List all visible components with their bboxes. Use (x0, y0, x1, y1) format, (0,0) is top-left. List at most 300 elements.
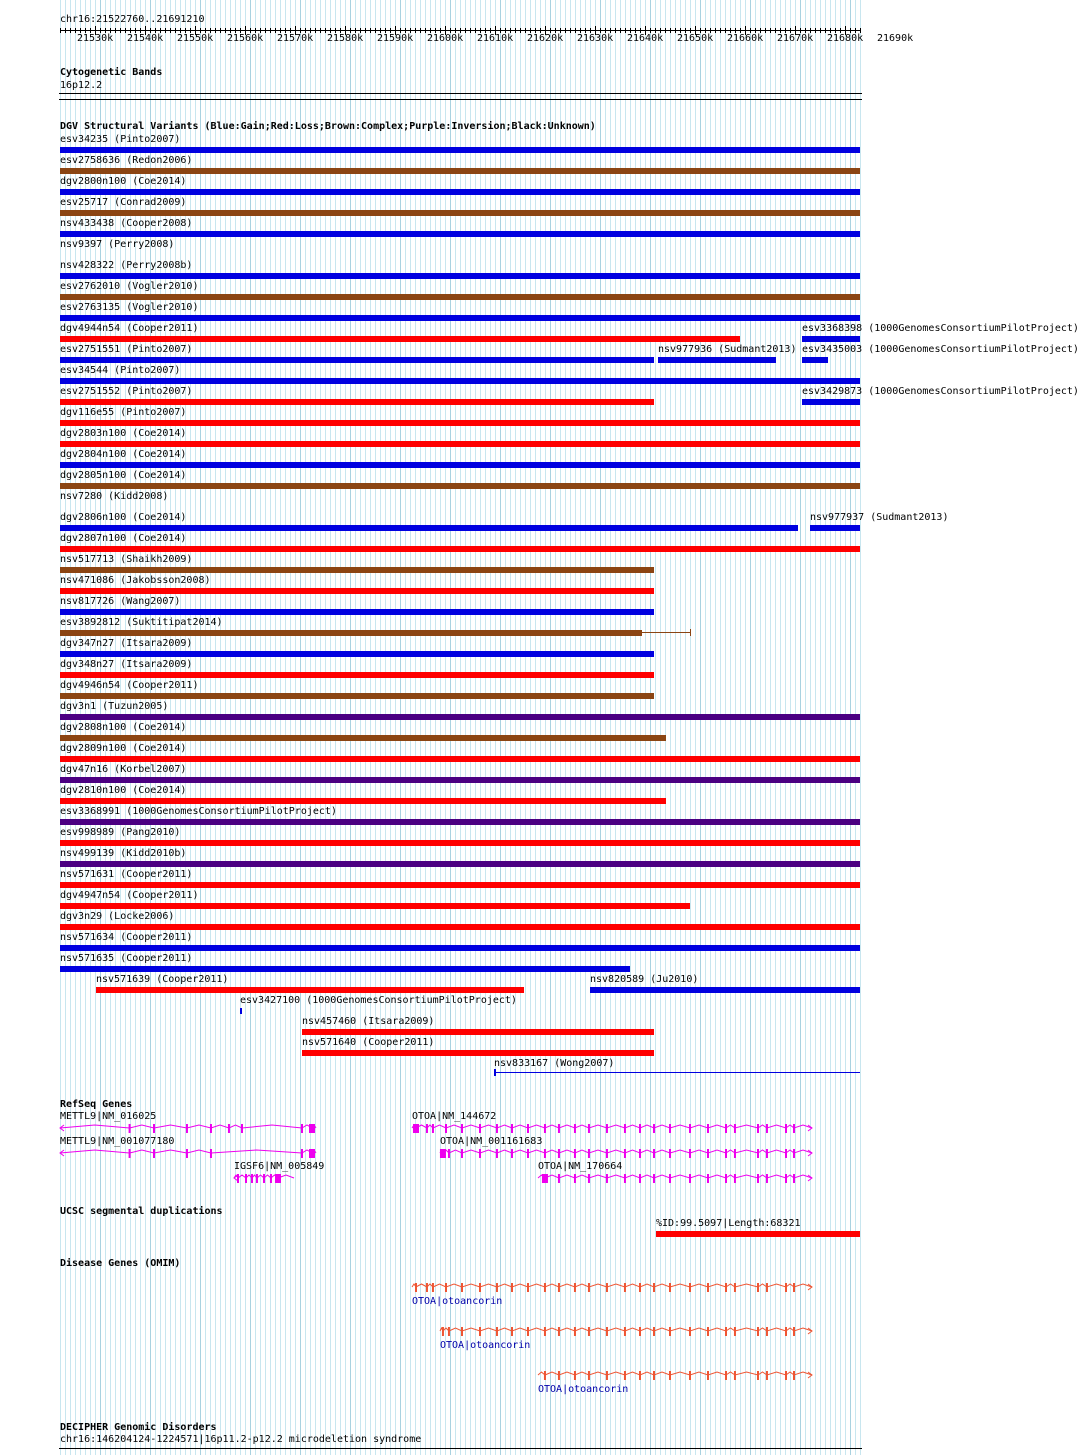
dgv-variant-label[interactable]: nsv571634 (Cooper2011) (60, 932, 193, 943)
grid-line (430, 0, 431, 1455)
grid-line (265, 0, 266, 1455)
dgv-variant-bar[interactable] (802, 399, 860, 405)
dgv-variant-label[interactable]: dgv4944n54 (Cooper2011) (60, 323, 199, 334)
dgv-variant-bar[interactable] (60, 462, 860, 468)
grid-line (600, 0, 601, 1455)
dgv-variant-bar[interactable] (240, 1008, 242, 1014)
dgv-variant-bar[interactable] (60, 525, 798, 531)
refseq-gene-exon (653, 1149, 655, 1158)
grid-line (280, 0, 281, 1455)
refseq-gene-exon (558, 1124, 560, 1133)
segdup-track-title: UCSC segmental duplications (60, 1206, 223, 1217)
dgv-variant-bar[interactable] (60, 168, 860, 174)
ruler-tick (65, 28, 66, 33)
decipher-disorder-label[interactable]: chr16:146204124-1224571|16p11.2-p12.2 microdeletion syndrome (60, 1434, 422, 1445)
grid-line (530, 0, 531, 1455)
dgv-variant-bar[interactable] (60, 147, 860, 153)
dgv-variant-label[interactable]: dgv116e55 (Pinto2007) (60, 407, 187, 418)
dgv-variant-bar[interactable] (60, 420, 860, 426)
omim-gene-exon (445, 1283, 447, 1292)
refseq-gene-intron-line (538, 1175, 812, 1178)
grid-line (490, 0, 491, 1455)
dgv-variant-label[interactable]: dgv2800n100 (Coe2014) (60, 176, 187, 187)
dgv-variant-label[interactable]: dgv2804n100 (Coe2014) (60, 449, 187, 460)
dgv-variant-label[interactable]: nsv471086 (Jakobsson2008) (60, 575, 211, 586)
dgv-variant-bar[interactable] (60, 441, 860, 447)
dgv-variant-bar[interactable] (60, 651, 654, 657)
dgv-variant-label[interactable]: dgv347n27 (Itsara2009) (60, 638, 193, 649)
ruler-tick (715, 28, 716, 33)
omim-gene-exon (669, 1327, 671, 1336)
omim-gene-exon (669, 1283, 671, 1292)
ruler-label: 21650k (677, 33, 714, 44)
dgv-variant-bar[interactable] (60, 546, 860, 552)
dgv-variant-label[interactable]: dgv4946n54 (Cooper2011) (60, 680, 199, 691)
dgv-variant-label[interactable]: dgv2808n100 (Coe2014) (60, 722, 187, 733)
grid-line (225, 0, 226, 1455)
dgv-track-title: DGV Structural Variants (Blue:Gain;Red:Loss;Brown:Complex;Purple:Inversion;Black:Unknown) (60, 121, 596, 132)
dgv-variant-label[interactable]: esv2763135 (Vogler2010) (60, 302, 199, 313)
ruler-tick (120, 28, 121, 33)
omim-gene-exon (448, 1327, 450, 1336)
dgv-variant-label[interactable]: esv25717 (Conrad2009) (60, 197, 187, 208)
dgv-variant-label[interactable]: dgv2805n100 (Coe2014) (60, 470, 187, 481)
refseq-gene-exon (544, 1149, 546, 1158)
grid-line (375, 0, 376, 1455)
dgv-variant-bar[interactable] (590, 987, 860, 993)
ruler-tick (370, 28, 371, 33)
omim-gene-exon (511, 1327, 513, 1336)
dgv-variant-bar[interactable] (60, 189, 860, 195)
ruler-label: 21550k (177, 33, 214, 44)
refseq-gene-exon (574, 1149, 576, 1158)
omim-gene-exon (574, 1327, 576, 1336)
refseq-gene-exon (445, 1124, 447, 1133)
ruler-tick (170, 28, 171, 33)
ruler-tick (470, 28, 471, 33)
refseq-gene-exon (606, 1149, 608, 1158)
omim-gene-exon (588, 1283, 590, 1292)
refseq-gene-exon (785, 1149, 787, 1158)
refseq-gene-exon (785, 1124, 787, 1133)
dgv-variant-bar[interactable] (494, 1072, 860, 1073)
omim-gene-exon (707, 1327, 709, 1336)
dgv-variant-label[interactable]: nsv517713 (Shaikh2009) (60, 554, 193, 565)
refseq-gene-exon (479, 1124, 481, 1133)
grid-line (260, 0, 261, 1455)
grid-line (345, 0, 346, 1455)
dgv-variant-label[interactable]: esv3368991 (1000GenomesConsortiumPilotProject) (60, 806, 337, 817)
dgv-variant-bar[interactable] (60, 315, 860, 321)
dgv-variant-bar[interactable] (60, 861, 860, 867)
dgv-variant-bar[interactable] (60, 882, 860, 888)
omim-gene-exon (544, 1283, 546, 1292)
refseq-gene-label[interactable]: OTOA|NM_001161683 (440, 1136, 543, 1147)
ruler-tick (165, 28, 166, 33)
dgv-variant-label[interactable]: nsv571631 (Cooper2011) (60, 869, 193, 880)
omim-gene-exon (496, 1327, 498, 1336)
grid-line (610, 0, 611, 1455)
grid-line (400, 0, 401, 1455)
refseq-gene-strand-arrow (808, 1150, 812, 1156)
refseq-gene-exon (479, 1149, 481, 1158)
dgv-variant-label[interactable]: esv34235 (Pinto2007) (60, 134, 181, 145)
omim-gene-exon (574, 1283, 576, 1292)
dgv-variant-label[interactable]: esv3429873 (1000GenomesConsortiumPilotProject) (802, 386, 1079, 397)
grid-line (615, 0, 616, 1455)
dgv-variant-bar[interactable] (658, 357, 776, 363)
dgv-variant-label[interactable]: dgv2807n100 (Coe2014) (60, 533, 187, 544)
dgv-variant-bar[interactable] (60, 903, 690, 909)
dgv-variant-bar[interactable] (60, 945, 860, 951)
omim-gene-exon (432, 1283, 434, 1292)
omim-gene-exon (461, 1283, 463, 1292)
ruler-tick (765, 28, 766, 33)
segdup-label[interactable]: %ID:99.5097|Length:68321 (656, 1218, 801, 1229)
ruler-tick (225, 28, 226, 33)
dgv-variant-bar[interactable] (60, 924, 860, 930)
dgv-variant-bar[interactable] (60, 231, 860, 237)
omim-gene-exon (734, 1283, 736, 1292)
refseq-gene-exon (707, 1174, 709, 1183)
dgv-variant-bar[interactable] (60, 840, 860, 846)
dgv-variant-label[interactable]: nsv571640 (Cooper2011) (302, 1037, 435, 1048)
dgv-variant-label[interactable]: esv2762010 (Vogler2010) (60, 281, 199, 292)
grid-line (230, 0, 231, 1455)
omim-gene-exon (527, 1283, 529, 1292)
refseq-gene-exon (707, 1124, 709, 1133)
dgv-variant-bar[interactable] (810, 525, 860, 531)
grid-line (435, 0, 436, 1455)
dgv-variant-label[interactable]: nsv433438 (Cooper2008) (60, 218, 193, 229)
omim-gene-exon (669, 1371, 671, 1380)
grid-line (300, 0, 301, 1455)
ruler-label: 21690k (877, 33, 914, 44)
refseq-track-title: RefSeq Genes (60, 1099, 133, 1110)
ruler-label: 21640k (627, 33, 664, 44)
grid-line (295, 0, 296, 1455)
refseq-gene-intron-line (440, 1150, 812, 1153)
refseq-gene-exon (574, 1174, 576, 1183)
grid-line (290, 0, 291, 1455)
dgv-variant-label[interactable]: dgv2806n100 (Coe2014) (60, 512, 187, 523)
omim-gene-exon (725, 1283, 727, 1292)
dgv-variant-label[interactable]: esv34544 (Pinto2007) (60, 365, 181, 376)
refseq-gene-exon (639, 1149, 641, 1158)
ruler-tick (420, 28, 421, 33)
dgv-variant-label[interactable]: dgv3n29 (Locke2006) (60, 911, 175, 922)
grid-line (380, 0, 381, 1455)
ruler-tick (415, 28, 416, 33)
refseq-gene-exon (707, 1149, 709, 1158)
dgv-variant-bar[interactable] (60, 609, 654, 615)
grid-line (315, 0, 316, 1455)
omim-gene-exon (689, 1327, 691, 1336)
dgv-variant-bar[interactable] (60, 693, 654, 699)
dgv-variant-label[interactable]: esv2758636 (Redon2006) (60, 155, 193, 166)
ruler-tick (425, 28, 426, 33)
ruler-tick (320, 28, 321, 33)
ruler-tick (325, 28, 326, 33)
refseq-gene-strand-arrow (808, 1125, 812, 1131)
grid-line (255, 0, 256, 1455)
omim-gene-exon (574, 1371, 576, 1380)
omim-gene-exon (766, 1283, 768, 1292)
refseq-gene-exon (461, 1124, 463, 1133)
refseq-gene-label[interactable]: OTOA|NM_144672 (412, 1111, 497, 1122)
refseq-gene-exon (639, 1124, 641, 1133)
grid-line (250, 0, 251, 1455)
ruler-tick (60, 28, 61, 33)
omim-gene-exon (725, 1327, 727, 1336)
omim-gene-label[interactable]: OTOA|otoancorin (440, 1340, 531, 1351)
dgv-variant-label[interactable]: nsv457460 (Itsara2009) (302, 1016, 435, 1027)
refseq-gene-exon (527, 1124, 529, 1133)
dgv-variant-whisker[interactable] (642, 632, 690, 633)
ruler-tick (475, 28, 476, 33)
omim-gene-exon (653, 1283, 655, 1292)
dgv-variant-label[interactable]: esv2751552 (Pinto2007) (60, 386, 193, 397)
refseq-gene-intron-line (412, 1125, 812, 1128)
dgv-variant-label[interactable]: dgv2803n100 (Coe2014) (60, 428, 187, 439)
dgv-variant-bar[interactable] (60, 294, 860, 300)
grid-line (285, 0, 286, 1455)
refseq-gene-exon (574, 1124, 576, 1133)
refseq-gene-exon (793, 1149, 795, 1158)
refseq-gene-label[interactable]: IGSF6|NM_005849 (234, 1161, 325, 1172)
grid-line (595, 0, 596, 1455)
refseq-gene-label[interactable]: METTL9|NM_016025 (60, 1111, 157, 1122)
ruler-label: 21570k (277, 33, 314, 44)
dgv-variant-bar[interactable] (60, 756, 860, 762)
omim-gene-exon (588, 1327, 590, 1336)
grid-line (215, 0, 216, 1455)
grid-line (350, 0, 351, 1455)
grid-line (590, 0, 591, 1455)
dgv-variant-label[interactable]: esv998989 (Pang2010) (60, 827, 181, 838)
dgv-variant-label[interactable]: dgv348n27 (Itsara2009) (60, 659, 193, 670)
ruler-tick (465, 28, 466, 33)
dgv-variant-bar[interactable] (60, 588, 654, 594)
refseq-gene-exon (766, 1124, 768, 1133)
grid-line (365, 0, 366, 1455)
refseq-gene-label[interactable]: OTOA|NM_170664 (538, 1161, 623, 1172)
grid-line (515, 0, 516, 1455)
omim-gene-exon (558, 1327, 560, 1336)
dgv-variant-bar[interactable] (60, 399, 654, 405)
dgv-variant-label[interactable]: nsv833167 (Wong2007) (494, 1058, 615, 1069)
dgv-variant-bar[interactable] (302, 1050, 654, 1056)
grid-line (605, 0, 606, 1455)
refseq-gene-exon (689, 1149, 691, 1158)
dgv-variant-bar[interactable] (60, 630, 642, 636)
ruler-tick (270, 28, 271, 33)
grid-line (545, 0, 546, 1455)
dgv-variant-label[interactable]: nsv7280 (Kidd2008) (60, 491, 169, 502)
omim-gene-exon (426, 1283, 428, 1292)
ruler-tick (315, 28, 316, 33)
grid-line (460, 0, 461, 1455)
ruler-tick (720, 28, 721, 33)
omim-gene-label[interactable]: OTOA|otoancorin (412, 1296, 503, 1307)
dgv-variant-bar[interactable] (60, 273, 860, 279)
ruler-tick (70, 28, 71, 33)
ruler-tick (75, 28, 76, 33)
ruler-tick (575, 28, 576, 33)
refseq-gene-exon (440, 1149, 446, 1158)
omim-gene-exon (479, 1327, 481, 1336)
grid-line (585, 0, 586, 1455)
dgv-variant-label[interactable]: nsv571635 (Cooper2011) (60, 953, 193, 964)
omim-gene-exon (734, 1327, 736, 1336)
refseq-gene-model[interactable] (0, 1172, 890, 1192)
dgv-variant-label[interactable]: dgv2810n100 (Coe2014) (60, 785, 187, 796)
refseq-gene-label[interactable]: METTL9|NM_001077180 (60, 1136, 175, 1147)
grid-line (420, 0, 421, 1455)
dgv-variant-bar-end[interactable] (494, 1069, 496, 1076)
refseq-gene-exon (624, 1124, 626, 1133)
refseq-gene-exon (496, 1149, 498, 1158)
dgv-variant-label[interactable]: dgv3n1 (Tuzun2005) (60, 701, 169, 712)
grid-line (485, 0, 486, 1455)
dgv-variant-bar[interactable] (60, 777, 860, 783)
dgv-variant-label[interactable]: nsv820589 (Ju2010) (590, 974, 699, 985)
grid-line (305, 0, 306, 1455)
dgv-variant-bar[interactable] (96, 987, 524, 993)
refseq-gene-exon (558, 1149, 560, 1158)
dgv-variant-label[interactable]: dgv2809n100 (Coe2014) (60, 743, 187, 754)
refseq-gene-exon (757, 1124, 759, 1133)
grid-line (630, 0, 631, 1455)
omim-gene-exon (415, 1283, 417, 1292)
grid-line (390, 0, 391, 1455)
grid-line (340, 0, 341, 1455)
dgv-variant-label[interactable]: nsv977936 (Sudmant2013) (658, 344, 797, 355)
dgv-variant-label[interactable]: dgv4947n54 (Cooper2011) (60, 890, 199, 901)
grid-line (860, 0, 861, 1455)
dgv-variant-bar[interactable] (60, 336, 740, 342)
dgv-variant-label[interactable]: nsv977937 (Sudmant2013) (810, 512, 949, 523)
dgv-variant-label[interactable]: esv3427100 (1000GenomesConsortiumPilotProject) (240, 995, 517, 1006)
dgv-variant-bar[interactable] (60, 378, 860, 384)
dgv-variant-whisker-end[interactable] (690, 629, 691, 636)
grid-line (245, 0, 246, 1455)
grid-line (410, 0, 411, 1455)
ruler-tick (675, 28, 676, 33)
grid-line (310, 0, 311, 1455)
grid-line (625, 0, 626, 1455)
dgv-variant-bar[interactable] (60, 798, 666, 804)
grid-line (385, 0, 386, 1455)
grid-line (575, 0, 576, 1455)
grid-line (555, 0, 556, 1455)
dgv-variant-label[interactable]: nsv428322 (Perry2008b) (60, 260, 193, 271)
grid-line (520, 0, 521, 1455)
refseq-gene-exon (511, 1149, 513, 1158)
grid-line (620, 0, 621, 1455)
omim-gene-exon (707, 1371, 709, 1380)
grid-line (635, 0, 636, 1455)
ruler-tick (115, 28, 116, 33)
dgv-variant-bar[interactable] (60, 483, 860, 489)
dgv-variant-bar[interactable] (60, 819, 860, 825)
grid-line (440, 0, 441, 1455)
grid-line (640, 0, 641, 1455)
ruler-label: 21680k (827, 33, 864, 44)
omim-gene-model[interactable] (0, 1369, 890, 1389)
refseq-gene-exon (669, 1149, 671, 1158)
grid-line (450, 0, 451, 1455)
segdup-bar[interactable] (656, 1231, 860, 1237)
refseq-gene-exon (527, 1149, 529, 1158)
dgv-variant-label[interactable]: nsv9397 (Perry2008) (60, 239, 175, 250)
grid-line (580, 0, 581, 1455)
dgv-variant-bar[interactable] (60, 714, 860, 720)
refseq-gene-model[interactable] (0, 1147, 890, 1167)
dgv-variant-bar[interactable] (60, 357, 654, 363)
ruler-label: 21610k (477, 33, 514, 44)
refseq-gene-exon (542, 1174, 548, 1183)
dgv-variant-label[interactable]: nsv817726 (Wang2007) (60, 596, 181, 607)
dgv-variant-label[interactable]: esv3435003 (1000GenomesConsortiumPilotProject) (802, 344, 1079, 355)
grid-line (195, 0, 196, 1455)
ruler-tick (670, 28, 671, 33)
dgv-variant-label[interactable]: esv2751551 (Pinto2007) (60, 344, 193, 355)
omim-gene-exon (606, 1327, 608, 1336)
grid-line (415, 0, 416, 1455)
ruler-label: 21540k (127, 33, 164, 44)
omim-gene-label[interactable]: OTOA|otoancorin (538, 1384, 629, 1395)
omim-gene-strand-arrow (808, 1284, 812, 1290)
omim-gene-exon (757, 1283, 759, 1292)
dgv-variant-bar[interactable] (60, 567, 654, 573)
dgv-variant-label[interactable]: esv3368398 (1000GenomesConsortiumPilotProject) (802, 323, 1079, 334)
omim-gene-exon (479, 1283, 481, 1292)
ruler-tick (525, 28, 526, 33)
omim-gene-exon (639, 1371, 641, 1380)
ruler-label: 21660k (727, 33, 764, 44)
omim-gene-exon (588, 1371, 590, 1380)
dgv-variant-bar[interactable] (802, 336, 860, 342)
refseq-gene-exon (734, 1174, 736, 1183)
grid-line (330, 0, 331, 1455)
dgv-variant-label[interactable]: dgv47n16 (Korbel2007) (60, 764, 187, 775)
refseq-gene-exon (734, 1124, 736, 1133)
omim-gene-exon (689, 1371, 691, 1380)
dgv-variant-label[interactable]: esv3892812 (Suktitipat2014) (60, 617, 223, 628)
ruler-tick (175, 28, 176, 33)
ruler-tick (825, 28, 826, 33)
dgv-variant-bar[interactable] (60, 210, 860, 216)
grid-line (395, 0, 396, 1455)
grid-line (475, 0, 476, 1455)
dgv-variant-bar[interactable] (60, 966, 630, 972)
dgv-variant-bar[interactable] (802, 357, 828, 363)
refseq-gene-exon (725, 1124, 727, 1133)
dgv-variant-label[interactable]: nsv571639 (Cooper2011) (96, 974, 229, 985)
grid-line (220, 0, 221, 1455)
dgv-variant-bar[interactable] (60, 735, 666, 741)
refseq-gene-exon (588, 1174, 590, 1183)
ruler-tick (515, 28, 516, 33)
dgv-variant-label[interactable]: nsv499139 (Kidd2010b) (60, 848, 187, 859)
dgv-variant-bar[interactable] (302, 1029, 654, 1035)
grid-line (205, 0, 206, 1455)
grid-line (505, 0, 506, 1455)
cytoband-band-label[interactable]: 16p12.2 (60, 80, 103, 91)
grid-line (540, 0, 541, 1455)
dgv-variant-bar[interactable] (60, 672, 654, 678)
